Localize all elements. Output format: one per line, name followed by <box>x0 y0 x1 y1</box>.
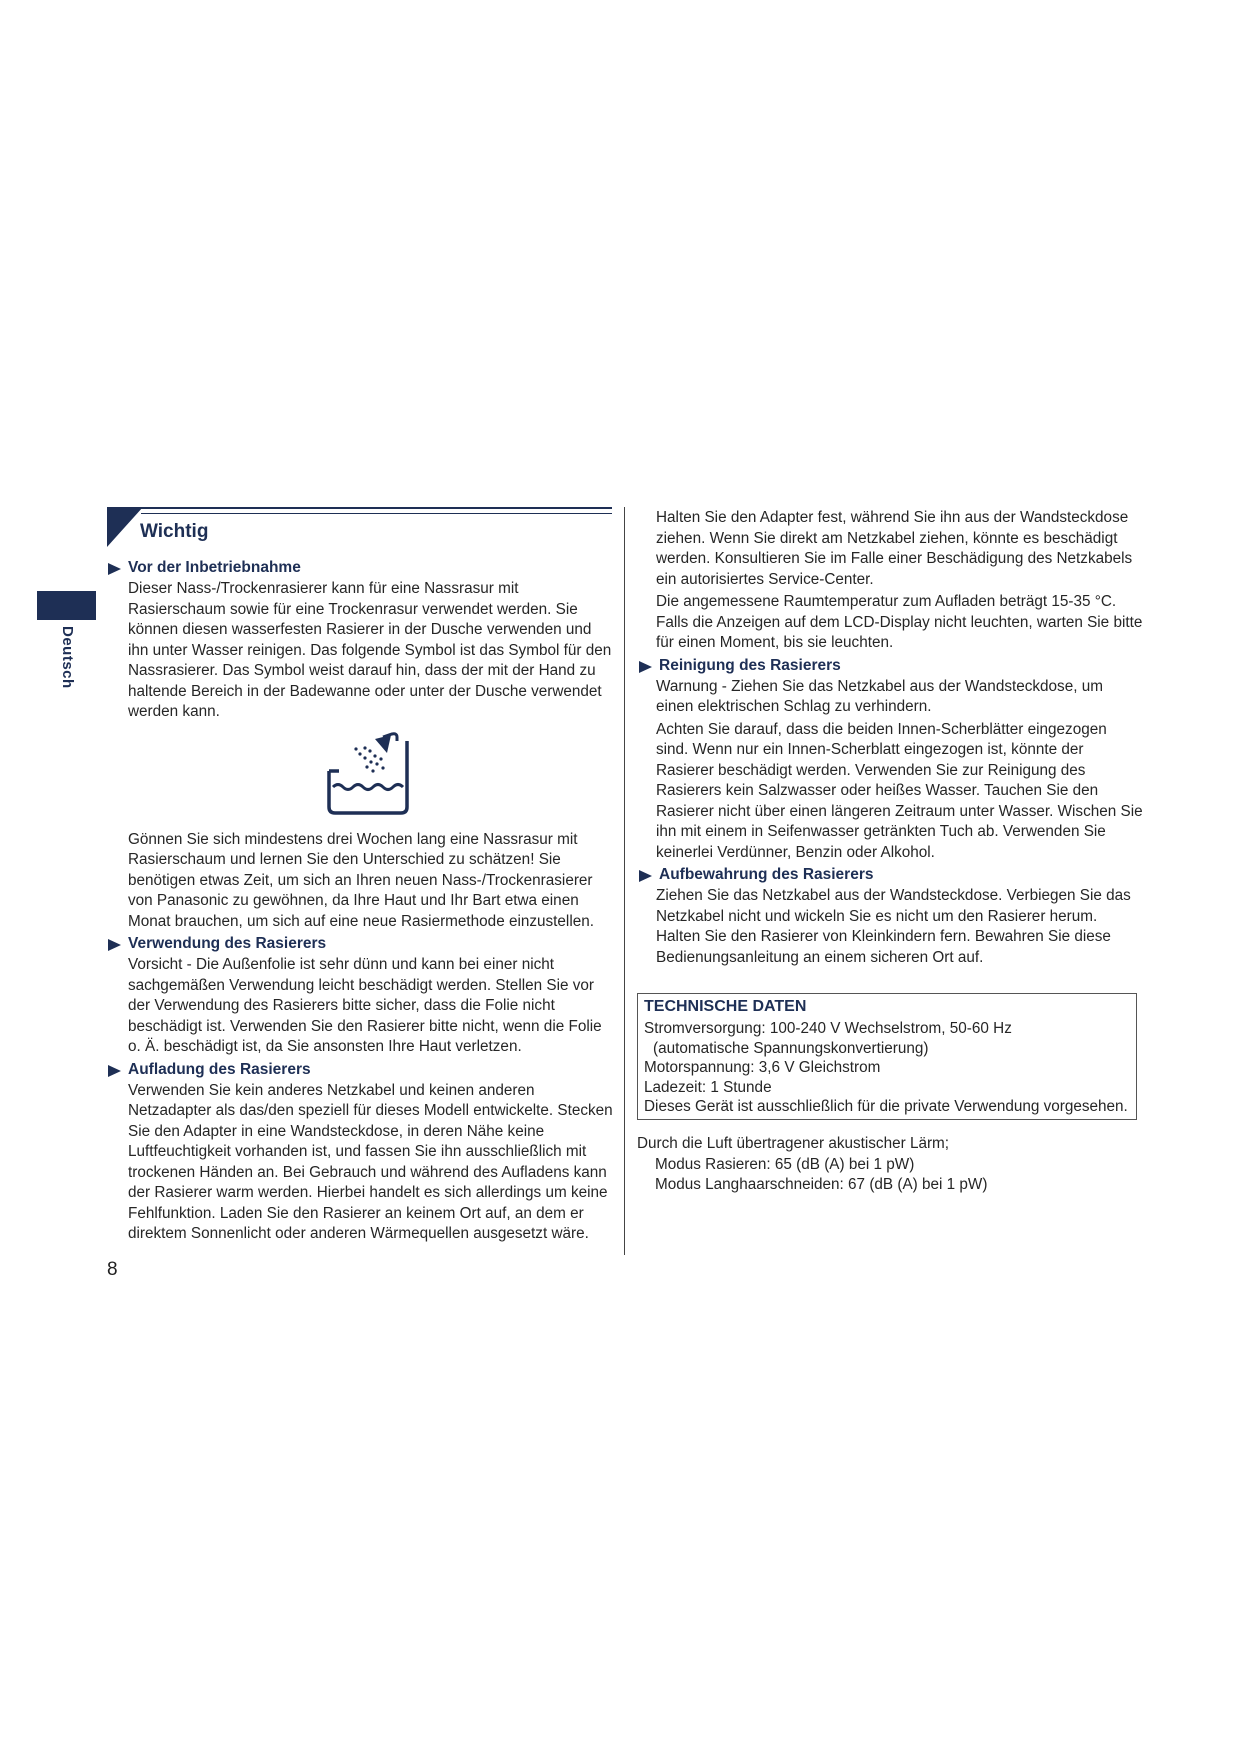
bullet-triangle-icon <box>639 870 652 882</box>
bathtub-shower-icon <box>325 731 411 819</box>
bullet-triangle-icon <box>108 563 121 575</box>
tech-line-charge-time: Ladezeit: 1 Stunde <box>644 1078 772 1096</box>
noise-intro: Durch die Luft übertragener akustischer Lärm; <box>637 1135 950 1152</box>
paragraph: Warnung - Ziehen Sie das Netzkabel aus der Wandsteckdose, um einen elektrischen Schlag zu verhindern. <box>656 677 1103 715</box>
section-heading-reinigung: Reinigung des Rasierers <box>638 656 1143 676</box>
paragraph: Halten Sie den Adapter fest, während Sie ihn aus der Wandsteckdose ziehen. Wenn Sie direkt am Netzkabel ziehen, könnte es beschädigt werden. Konsultieren Sie im Falle einer Beschädigung des Netzkabels ein autorisiertes Service-Center. <box>656 509 1133 588</box>
paragraph: Die angemessene Raumtemperatur zum Aufladen beträgt 15-35 °C. Falls die Anzeigen auf dem LCD-Display nicht leuchten, warten Sie bitte für einen Moment, bis sie leuchten. <box>656 593 1143 651</box>
tech-line-power: Stromversorgung: 100-240 V Wechselstrom, 50-60 Hz <box>644 1020 1012 1037</box>
noise-info <box>637 1134 1142 1196</box>
tech-line-motor: Motorspannung: 3,6 V Gleichstrom <box>644 1059 881 1077</box>
bullet-triangle-icon <box>639 661 652 673</box>
column-divider <box>624 507 625 1255</box>
paragraph: Vorsicht - Die Außenfolie ist sehr dünn und kann bei einer nicht sachgemäßen Verwendung leicht beschädigt werden. Stellen Sie vor der Verwendung des Rasierers bitte sicher, dass die Folie nicht beschädigt ist. Verwenden Sie den Rasierer bitte nicht, wenn die Folie o. Ä. beschädigt ist, da Sie ansonsten Ihre Haut verletzen. <box>128 956 602 1055</box>
left-column <box>107 558 615 1247</box>
tech-line-conversion: (automatische Spannungskonvertierung) <box>653 1039 929 1057</box>
technical-data-box <box>637 993 1137 1120</box>
heading-rule-top <box>107 507 612 509</box>
paragraph: Verwenden Sie kein anderes Netzkabel und keinen anderen Netzadapter als das/den speziell für dieses Modell entwickelte. Stecken Sie den Adapter in eine Wandsteckdose, in deren Nähe keine Luftfeuchtigkeit vorhanden ist, und fassen Sie ihn ausschließlich mit trockenen Händen an. Bei Gebrauch und während des Aufladens kann der Rasierer warm werden. Hierbei handelt es sich allerdings um keine Fehlfunktion. Laden Sie den Rasierer an keinem Ort auf, an dem er direktem Sonnenlicht oder anderen Wärmequellen ausgesetzt wäre. <box>128 1081 613 1242</box>
noise-line-trimming: Modus Langhaarschneiden: 67 (dB (A) bei 1 pW) <box>655 1176 988 1193</box>
paragraph: Achten Sie darauf, dass die beiden Innen-Scherblätter eingezogen sind. Wenn nur ein Innen-Scherblatt eingezogen ist, könnte der Rasierer beschädigt werden. Verwenden Sie zur Reinigung des Rasierers kein Salzwasser oder heißes Wasser. Tauchen Sie den Rasierer nicht über einen längeren Zeitraum unter Wasser. Wischen Sie ihn mit einem in Seifenwasser getränkten Tuch ab. Verwenden Sie keinerlei Verdünner, Benzin oder Alkohol. <box>656 720 1143 861</box>
noise-line-shaving: Modus Rasieren: 65 (dB (A) bei 1 pW) <box>655 1155 915 1173</box>
page-number: 8 <box>107 1259 118 1280</box>
important-title: Wichtig <box>140 521 209 542</box>
right-column <box>638 507 1143 970</box>
technical-data-title: TECHNISCHE DATEN <box>644 998 807 1015</box>
paragraph: Gönnen Sie sich mindestens drei Wochen lang eine Nassrasur mit Rasierschaum und lernen Sie den Unterschied zu schätzen! Sie benötigen etwas Zeit, um sich an Ihren neuen Nass-/Trockenrasierer von Panasonic zu gewöhnen, da Ihre Haut und Ihr Bart etwa einen Monat brauchen, um sich auf eine neue Rasiermethode einzustellen. <box>128 830 594 930</box>
tech-line-private-use: Dieses Gerät ist ausschließlich für die private Verwendung vorgesehen. <box>644 1098 1128 1116</box>
section-heading-verwendung: Verwendung des Rasierers <box>107 934 615 954</box>
section-heading-vor-inbetriebnahme: Vor der Inbetriebnahme <box>107 558 615 578</box>
important-heading <box>107 507 612 547</box>
heading-corner-triangle <box>107 507 143 547</box>
section-heading-aufbewahrung: Aufbewahrung des Rasierers <box>638 865 1143 885</box>
language-tab-marker <box>37 591 96 620</box>
paragraph: Ziehen Sie das Netzkabel aus der Wandsteckdose. Verbiegen Sie das Netzkabel nicht und wickeln Sie es nicht um den Rasierer herum. Halten Sie den Rasierer von Kleinkindern fern. Bewahren Sie diese Bedienungsanleitung an einem sicheren Ort auf. <box>656 887 1131 966</box>
bullet-triangle-icon <box>108 1065 121 1077</box>
section-heading-aufladung: Aufladung des Rasierers <box>107 1060 615 1080</box>
language-tab-label: Deutsch <box>59 626 76 689</box>
bullet-triangle-icon <box>108 939 121 951</box>
wet-shaver-symbol <box>107 725 615 829</box>
paragraph: Dieser Nass-/Trockenrasierer kann für eine Nassrasur mit Rasierschaum sowie für eine Trockenrasur verwendet werden. Sie können diesen wasserfesten Rasierer in der Dusche verwenden und ihn unter Wasser reinigen. Das folgende Symbol ist das Symbol für den Nassrasierer. Das Symbol weist darauf hin, dass der mit der Hand zu haltende Bereich in der Badewanne oder unter der Dusche verwendet werden kann. <box>128 580 612 720</box>
heading-rule-second <box>141 513 612 514</box>
